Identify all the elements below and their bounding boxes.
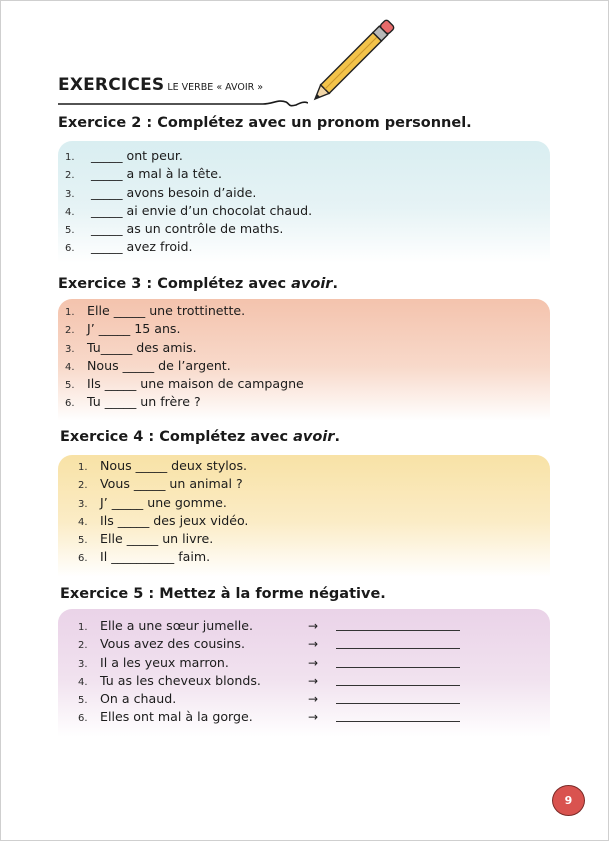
exercise-2-title: Exercice 2 : Complétez avec un pronom personnel.: [58, 115, 472, 131]
list-item: 5. Elle _____ un livre.: [78, 531, 214, 547]
answer-line[interactable]: [336, 690, 460, 704]
list-item: 3. J’ _____ une gomme.: [78, 494, 227, 510]
exercise-3-title: Exercice 3 : Complétez avec avoir.: [58, 276, 338, 292]
arrow-icon: →: [308, 692, 319, 707]
list-item: 6. Elles ont mal à la gorge. →: [78, 708, 478, 726]
page-header: [58, 75, 308, 105]
list-item: 2. Vous _____ un animal ?: [78, 476, 243, 492]
arrow-icon: →: [308, 673, 319, 688]
answer-line[interactable]: [336, 617, 460, 631]
list-item: 4. Tu as les cheveux blonds. →: [78, 672, 478, 690]
list-item: 5. Ils _____ une maison de campagne: [65, 376, 304, 392]
exercise-2-box: [58, 141, 550, 263]
page-subtitle: LE VERBE « AVOIR »: [167, 82, 264, 93]
list-item: 2. Vous avez des cousins. →: [78, 635, 478, 653]
exercise-5-list: [78, 617, 478, 727]
list-item: 4. Nous _____ de l’argent.: [65, 357, 231, 373]
list-item: 4. _____ ai envie d’un chocolat chaud.: [65, 202, 313, 218]
list-item: 3. _____ avons besoin d’aide.: [65, 184, 257, 200]
exercise-4-title: Exercice 4 : Complétez avec avoir.: [60, 429, 340, 445]
list-item: 5. On a chaud. →: [78, 690, 478, 708]
arrow-icon: →: [308, 655, 319, 670]
list-item: 2. _____ a mal à la tête.: [65, 166, 223, 182]
answer-line[interactable]: [336, 672, 460, 686]
answer-line[interactable]: [336, 635, 460, 649]
header-underline: [58, 99, 308, 109]
exercise-2-list: [65, 147, 312, 257]
pencil-icon: [309, 19, 399, 105]
list-item: 1. _____ ont peur.: [65, 148, 183, 163]
list-item: 3. Tu_____ des amis.: [65, 339, 197, 355]
arrow-icon: →: [308, 619, 319, 633]
list-item: 5. _____ as un contrôle de maths.: [65, 221, 284, 237]
list-item: 6. _____ avez froid.: [65, 239, 193, 255]
arrow-icon: →: [308, 710, 319, 725]
list-item: 2. J’ _____ 15 ans.: [65, 321, 181, 337]
list-item: 3. Il a les yeux marron. →: [78, 654, 478, 672]
page-number-badge: 9: [552, 785, 585, 816]
list-item: 6. Tu _____ un frère ?: [65, 394, 201, 410]
exercise-5-title: Exercice 5 : Mettez à la forme négative.: [60, 586, 386, 602]
exercise-3-list: [65, 302, 304, 412]
answer-line[interactable]: [336, 708, 460, 722]
list-item: 1. Elle a une sœur jumelle. →: [78, 617, 478, 635]
page-title: EXERCICES: [58, 75, 165, 95]
list-item: 4. Ils _____ des jeux vidéo.: [78, 512, 249, 528]
exercise-5-box: [58, 609, 550, 737]
list-item: 6. Il __________ faim.: [78, 549, 211, 565]
list-item: 1. Elle _____ une trottinette.: [65, 303, 246, 318]
exercise-4-list: [78, 457, 248, 567]
list-item: 1. Nous _____ deux stylos.: [78, 458, 248, 473]
exercise-3-box: [58, 299, 550, 421]
answer-line[interactable]: [336, 654, 460, 668]
exercise-4-box: [58, 455, 550, 577]
arrow-icon: →: [308, 637, 319, 652]
